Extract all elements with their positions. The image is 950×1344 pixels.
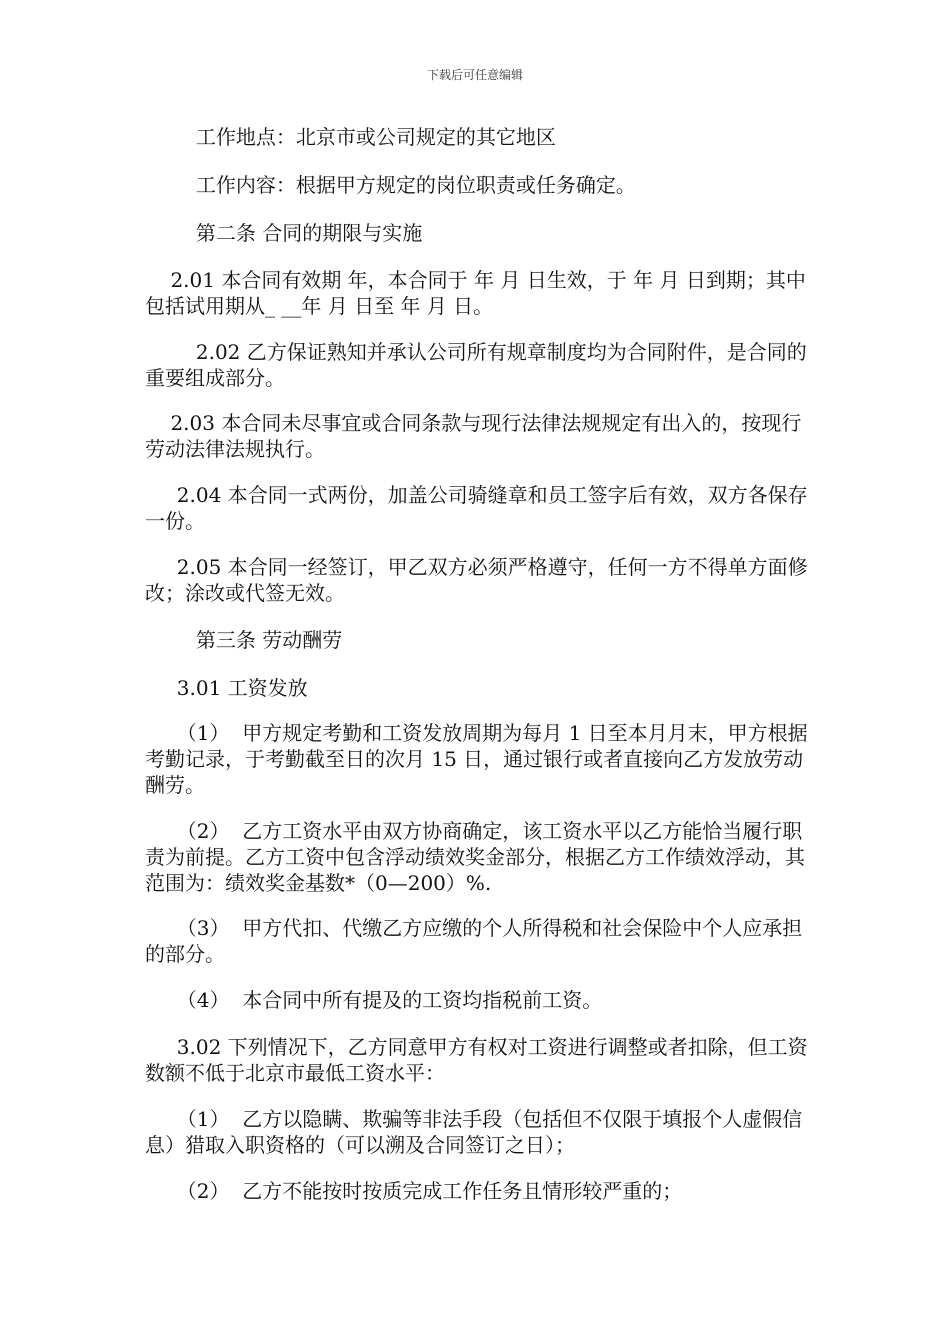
clause-2-05: 2.05 本合同一经签订，甲乙双方必须严格遵守，任何一方不得单方面修改；涂改或代签无效。 — [145, 555, 808, 605]
clause-3-02-item-1: （1） 乙方以隐瞒、欺骗等非法手段（包括但不仅限于填报个人虚假信息）猎取入职资格的（可以溯及合同签订之日）； — [145, 1107, 803, 1157]
clause-2-03: 2.03 本合同未尽事宜或合同条款与现行法律法规规定有出入的，按现行劳动法律法规执行。 — [145, 411, 802, 461]
section-heading-article-2: 第二条 合同的期限与实施 — [145, 221, 423, 245]
section-heading-article-3: 第三条 劳动酬劳 — [145, 628, 343, 652]
clause-3-02-item-2: （2） 乙方不能按时按质完成工作任务且情形较严重的； — [145, 1179, 683, 1203]
clause-3-02: 3.02 下列情况下，乙方同意甲方有权对工资进行调整或者扣除，但工资数额不低于北京市最低工资水平： — [145, 1035, 808, 1085]
clause-2-04: 2.04 本合同一式两份，加盖公司骑缝章和员工签字后有效，双方各保存一份。 — [145, 483, 808, 533]
clause-3-01-heading: 3.01 工资发放 — [145, 676, 308, 700]
clause-3-01-item-3: （3） 甲方代扣、代缴乙方应缴的个人所得税和社会保险中个人应承担的部分。 — [145, 916, 803, 966]
clause-2-02: 2.02 乙方保证熟知并承认公司所有规章制度均为合同附件，是合同的重要组成部分。 — [145, 340, 807, 390]
paragraph-work-content: 工作内容：根据甲方规定的岗位职责或任务确定。 — [145, 173, 636, 197]
paragraph-work-location: 工作地点：北京市或公司规定的其它地区 — [145, 125, 556, 149]
clause-3-01-item-2: （2） 乙方工资水平由双方协商确定，该工资水平以乙方能恰当履行职责为前提。乙方工资中包含浮动绩效奖金部分，根据乙方工作绩效浮动，其范围为：绩效奖金基数*（0—200）%. — [145, 819, 805, 895]
page-header: 下载后可任意编辑 — [426, 68, 523, 82]
clause-3-01-item-4: （4） 本合同中所有提及的工资均指税前工资。 — [145, 988, 603, 1012]
clause-3-01-item-1: （1） 甲方规定考勤和工资发放周期为每月 1 日至本月月末，甲方根据考勤记录，于考勤截至日的次月 15 日，通过银行或者直接向乙方发放劳动酬劳。 — [145, 721, 808, 797]
clause-2-01: 2.01 本合同有效期 年，本合同于 年 月 日生效，于 年 月 日到期；其中包括试用期从_ __年 月 日至 年 月 日。 — [145, 268, 806, 318]
